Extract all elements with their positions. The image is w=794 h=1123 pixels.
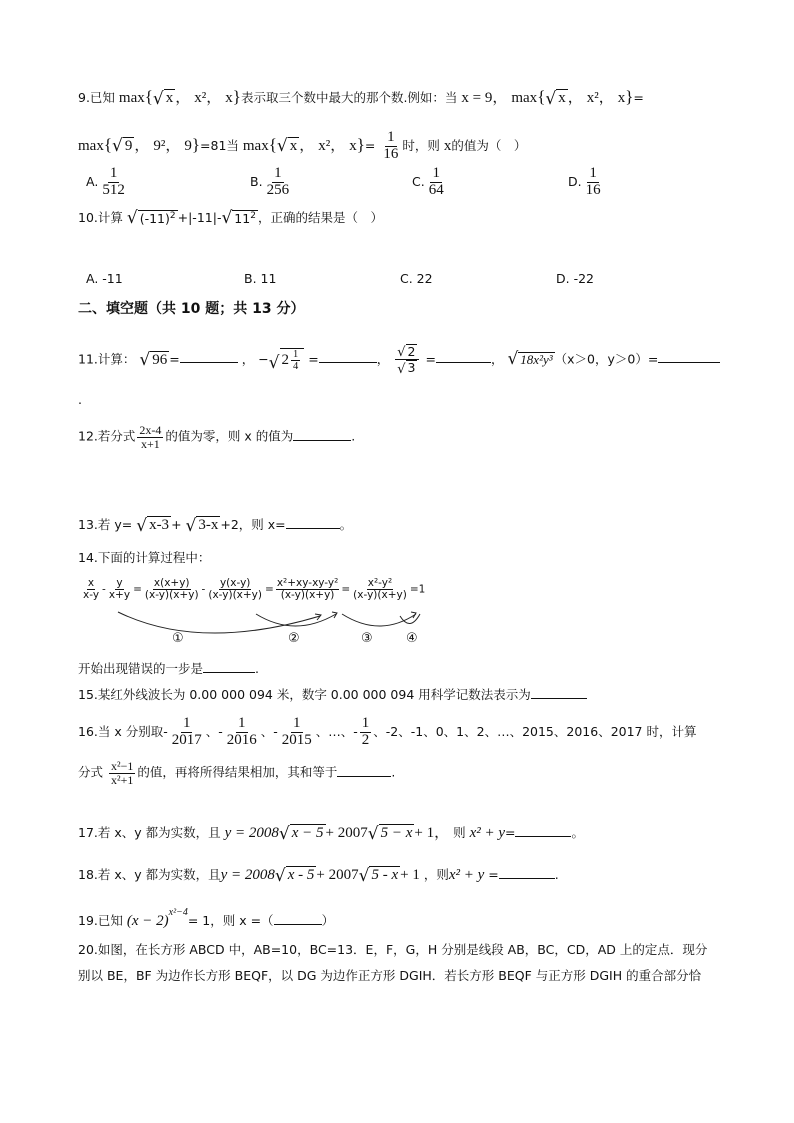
step-1-marker: ① bbox=[172, 631, 184, 646]
q14-answer: 开始出现错误的一步是 . bbox=[78, 661, 259, 676]
answer-blank[interactable] bbox=[515, 824, 571, 837]
q9-option-a[interactable]: A. $\frac{1}{512}$ bbox=[86, 165, 125, 198]
q10-option-a[interactable]: A. -11 bbox=[86, 271, 123, 286]
q10-label: 10.计算 bbox=[78, 210, 123, 225]
sqrt-5-x: √ 5 − x bbox=[367, 823, 413, 844]
q11-stem: 11.计算： √ 96 = ， − √ 2 $\frac{1}{4}$ = ， √ 2 √ 3 = ， √ 18x²y³ （x＞0，y＞0）= bbox=[78, 344, 720, 376]
q10-stem: 10.计算 √ $(-11)^2$ +|-11|- √ $11^2$ ，正确的结果是（ ） bbox=[78, 208, 383, 228]
answer-blank[interactable] bbox=[337, 764, 391, 777]
sqrt-x-5: √ x − 5 bbox=[278, 823, 324, 844]
q17-stem: 17.若 x、y 都为实数，且 y = 2008 √ x − 5 + 2007 √ 5 − x + 1， 则 x² + y= 。 bbox=[78, 823, 584, 844]
q9-option-c[interactable]: C. $\frac{1}{64}$ bbox=[412, 165, 444, 198]
step-4-marker: ④ bbox=[406, 631, 418, 646]
sqrt-18x2y3: √ 18x²y³ bbox=[507, 349, 553, 370]
sqrt-11-squared: √ $11^2$ bbox=[221, 208, 256, 228]
q9-option-b[interactable]: B. $\frac{1}{256}$ bbox=[250, 165, 290, 198]
sqrt-96: √ 96 bbox=[139, 350, 168, 370]
step-2-marker: ② bbox=[288, 631, 300, 646]
sqrt-x: √ x bbox=[152, 88, 174, 109]
q9-definition: 表示取三个数中最大的那个数.例如：当 bbox=[240, 90, 458, 105]
q18-stem: 18.若 x、y 都为实数，且y = 2008 √ x - 5 + 2007 √ 5 - x + 1 ，则x² + y = . bbox=[78, 865, 559, 886]
answer-blank[interactable] bbox=[436, 350, 491, 363]
max-word: max bbox=[118, 90, 145, 106]
q9-label: 9.已知 bbox=[78, 90, 115, 105]
answer-blank[interactable] bbox=[531, 686, 587, 699]
answer-blank[interactable] bbox=[180, 350, 238, 363]
answer-blank[interactable] bbox=[319, 350, 377, 363]
q15-stem: 15.某红外线波长为 0.00 000 094 米，数字 0.00 000 094 用科学记数法表示为 bbox=[78, 686, 587, 702]
q10-option-d[interactable]: D. -22 bbox=[556, 271, 594, 286]
q9-line2: max{ √ 9 ， 9²， 9}=81当 max{ √ x ， x²， x}= $\frac{1}{16}$ 时，则 x的值为（ ） bbox=[78, 129, 527, 162]
q10-option-c[interactable]: C. 22 bbox=[400, 271, 433, 286]
x-squared: x² bbox=[194, 90, 207, 106]
fraction-x2-1-over-x2+1: $\frac{\text{x²−1}}{\text{x²+1}}$ bbox=[111, 759, 134, 787]
q10-option-b[interactable]: B. 11 bbox=[244, 271, 277, 286]
q13-stem: 13.若 y= √ x-3 + √ 3-x +2，则 x= 。 bbox=[78, 515, 353, 536]
q16-line2: 分式 $\frac{\text{x²−1}}{\text{x²+1}}$ 的值，再将所得结果相加，其和等于 . bbox=[78, 759, 396, 787]
answer-blank[interactable] bbox=[274, 912, 322, 925]
q19-stem: 19.已知 $(x - 2)^{x^2-4}= 1$，则 x =（ ） bbox=[78, 907, 335, 929]
q20-line1: 20.如图，在长方形 ABCD 中，AB=10，BC=13．E，F，G，H 分别是线段 AB，BC，CD，AD 上的定点．现分 bbox=[78, 942, 708, 957]
q12-stem: 12.若分式 $\frac{2x-4}{x+1}$ 的值为零，则 x 的值为 . bbox=[78, 423, 356, 451]
fraction-1-16: $\frac{1}{16}$ bbox=[383, 129, 399, 162]
answer-blank[interactable] bbox=[293, 428, 351, 441]
sqrt-3-x: √ 3-x bbox=[185, 515, 219, 536]
q9-line1: 9.已知 max{ √ x ， x²， x}表示取三个数中最大的那个数.例如：当 x = 9， max{ √ x ， x²， x}= bbox=[78, 87, 644, 109]
q14-step-arrows bbox=[80, 608, 440, 648]
q20-line2: 别以 BE，BF 为边作长方形 BEQF，以 DG 为边作正方形 DGIH．若长方形 BEQF 与正方形 DGIH 的重合部分恰 bbox=[78, 968, 702, 983]
q14-stem: 14.下面的计算过程中： bbox=[78, 550, 211, 565]
sqrt2-over-sqrt3: √ 2 √ 3 bbox=[395, 344, 419, 376]
sqrt-mixed-number: √ 2 $\frac{1}{4}$ bbox=[269, 348, 305, 372]
q16-line1: 16.当 x 分别取- $\frac{1}{2017}$ 、- $\frac{1}{2016}$ 、- $\frac{1}{2015}$ 、…、- $\frac{1}{2}$ 、-2、-1、0、1、2、…、2015、2016、2017 时，计算 bbox=[78, 715, 697, 748]
sqrt-9: √ 9 bbox=[112, 136, 133, 157]
answer-blank[interactable] bbox=[286, 516, 340, 529]
x-eq-9: x = 9， bbox=[461, 90, 508, 106]
q9-option-d[interactable]: D. $\frac{1}{16}$ bbox=[568, 165, 601, 198]
fraction-2x-4-over-x+1: $\frac{2x-4}{x+1}$ bbox=[139, 423, 162, 451]
section-heading: 二、填空题（共 10 题；共 13 分） bbox=[78, 301, 305, 317]
answer-blank[interactable] bbox=[658, 350, 720, 363]
answer-blank[interactable] bbox=[499, 866, 555, 879]
sqrt-neg11-squared: √ $(-11)^2$ bbox=[126, 208, 176, 228]
step-3-marker: ③ bbox=[361, 631, 373, 646]
answer-blank[interactable] bbox=[203, 660, 255, 673]
q14-computation: $\frac{x}{x-y}$ - $\frac{y}{x+y}$ = $\frac{x(x+y)}{(x-y)(x+y)}$ - $\frac{y(x-y)}{(x-y)(x+y)}$ = $\frac{\text{x²+xy-xy-y²}}{(x-y)(x+y)}$ = $\frac{\text{x²-y²}}{(x-y)(x+y)}$ =1 bbox=[83, 577, 426, 602]
sqrt-x-3: √ x-3 bbox=[136, 515, 170, 536]
